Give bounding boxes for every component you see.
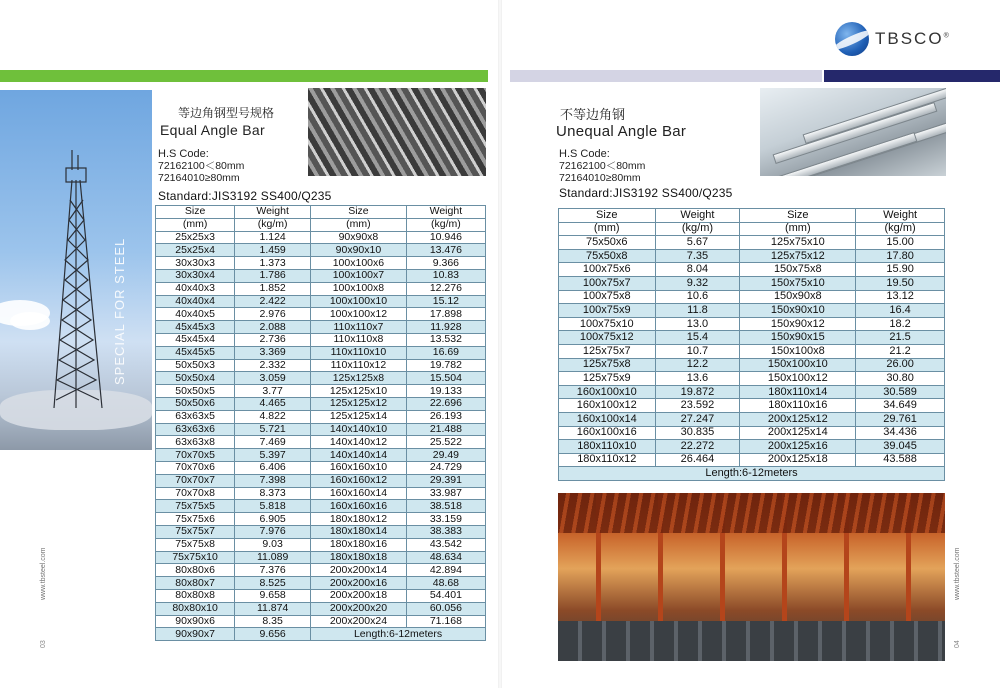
size-cell: 110x110x8 [311,333,407,346]
size-cell: 125x125x8 [311,372,407,385]
weight-cell: 13.532 [406,333,485,346]
size-cell: 45x45x4 [156,333,235,346]
size-cell: 150x75x10 [740,276,856,290]
table-row [559,317,945,331]
size-cell: 200x125x18 [740,453,856,467]
table-row [156,308,486,321]
hs-code-right: H.S Code: 72162100＜80mm 72164010≥80mm [559,148,646,184]
weight-cell: 2.332 [235,359,311,372]
weight-cell: 34.649 [856,399,945,413]
table-row [156,295,486,308]
size-cell: 63x63x6 [156,423,235,436]
weight-cell: 4.822 [235,410,311,423]
weight-cell: 34.436 [856,426,945,440]
lattice-tower-icon [50,150,106,410]
table-row [156,577,486,590]
size-cell: 40x40x5 [156,308,235,321]
weight-cell: 3.059 [235,372,311,385]
size-cell: 75x75x8 [156,538,235,551]
table-row [559,412,945,426]
size-cell: 80x80x6 [156,564,235,577]
size-cell: 50x50x4 [156,372,235,385]
angle-bar-photo-right [760,88,946,176]
weight-cell: 13.0 [655,317,740,331]
size-cell: 100x75x8 [559,290,656,304]
size-cell: 140x140x12 [311,436,407,449]
weight-cell: 13.476 [406,244,485,257]
weight-cell: 25.522 [406,436,485,449]
weight-cell: 13.12 [856,290,945,304]
length-note: Length:6-12meters [559,467,945,481]
table-row [156,513,486,526]
weight-cell: 11.8 [655,304,740,318]
weight-cell: 8.373 [235,487,311,500]
size-cell: 200x125x14 [740,426,856,440]
size-cell: 125x75x7 [559,344,656,358]
brand-name: TBSCO® [875,29,951,48]
size-cell: 150x90x15 [740,331,856,345]
size-cell: 100x100x8 [311,282,407,295]
size-cell: 40x40x3 [156,282,235,295]
size-cell: 110x110x12 [311,359,407,372]
size-cell: 25x25x4 [156,244,235,257]
size-cell: 100x75x7 [559,276,656,290]
table-footer-row [559,467,945,481]
weight-cell: 10.7 [655,344,740,358]
size-cell: 75x50x8 [559,249,656,263]
weight-cell: 48.68 [406,577,485,590]
table-row [156,449,486,462]
table-row [156,564,486,577]
weight-cell: 1.852 [235,282,311,295]
weight-cell: 7.35 [655,249,740,263]
weight-cell: 21.5 [856,331,945,345]
table-row [156,257,486,270]
table-row [156,359,486,372]
side-slogan: SPECIAL FOR STEEL [112,237,127,385]
size-cell: 70x70x6 [156,461,235,474]
table-row [156,423,486,436]
size-cell: 100x75x10 [559,317,656,331]
size-cell: 125x75x12 [740,249,856,263]
weight-cell: 54.401 [406,589,485,602]
size-cell: 150x75x8 [740,263,856,277]
size-cell: 180x180x18 [311,551,407,564]
weight-cell: 17.80 [856,249,945,263]
size-cell: 30x30x4 [156,269,235,282]
table-row [156,487,486,500]
weight-cell: 33.987 [406,487,485,500]
weight-cell: 21.2 [856,344,945,358]
table-header-row: Size Weight Size Weight [156,206,486,219]
size-cell: 160x100x16 [559,426,656,440]
weight-cell: 2.976 [235,308,311,321]
weight-cell: 7.976 [235,525,311,538]
weight-cell: 22.696 [406,397,485,410]
size-cell: 90x90x6 [156,615,235,628]
size-cell: 125x125x10 [311,385,407,398]
table-row [156,461,486,474]
table-header-row: Size Weight Size Weight [559,209,945,223]
size-cell: 100x100x7 [311,269,407,282]
size-cell: 125x125x12 [311,397,407,410]
table-row [559,290,945,304]
weight-cell: 3.77 [235,385,311,398]
table-row [156,615,486,628]
size-cell: 90x90x10 [311,244,407,257]
weight-cell: 19.50 [856,276,945,290]
length-note: Length:6-12meters [311,628,486,641]
weight-cell: 1.459 [235,244,311,257]
weight-cell: 38.518 [406,500,485,513]
weight-cell: 10.83 [406,269,485,282]
weight-cell: 42.894 [406,564,485,577]
weight-cell: 15.12 [406,295,485,308]
size-cell: 80x80x10 [156,602,235,615]
size-cell: 140x140x14 [311,449,407,462]
table-row [559,453,945,467]
table-unit-row: (mm) (kg/m) (mm) (kg/m) [559,222,945,236]
size-cell: 45x45x3 [156,321,235,334]
website-url-right: www.tbsteel.com [954,547,961,600]
weight-cell: 6.406 [235,461,311,474]
size-cell: 180x180x16 [311,538,407,551]
weight-cell: 5.397 [235,449,311,462]
size-cell: 140x140x10 [311,423,407,436]
weight-cell: 2.088 [235,321,311,334]
weight-cell: 33.159 [406,513,485,526]
size-cell: 150x90x10 [740,304,856,318]
size-cell: 200x125x16 [740,440,856,454]
size-cell: 70x70x8 [156,487,235,500]
size-cell: 50x50x3 [156,359,235,372]
size-cell: 200x200x24 [311,615,407,628]
table-row [559,385,945,399]
table-row [156,282,486,295]
tower-photo [0,90,152,450]
table-row [156,231,486,244]
weight-cell: 29.761 [856,412,945,426]
weight-cell: 71.168 [406,615,485,628]
size-cell: 30x30x3 [156,257,235,270]
size-cell: 180x110x16 [740,399,856,413]
size-cell: 200x200x16 [311,577,407,590]
weight-cell: 12.276 [406,282,485,295]
weight-cell: 29.391 [406,474,485,487]
table-row [559,372,945,386]
weight-cell: 1.786 [235,269,311,282]
size-cell: 200x200x18 [311,589,407,602]
table-row [559,358,945,372]
table-row [156,333,486,346]
weight-cell: 2.422 [235,295,311,308]
weight-cell: 19.872 [655,385,740,399]
weight-cell: 6.905 [235,513,311,526]
table-row [559,440,945,454]
table-row [156,269,486,282]
size-cell: 40x40x4 [156,295,235,308]
size-cell: 150x90x8 [740,290,856,304]
table-row [156,538,486,551]
steel-warehouse-photo [558,493,945,661]
globe-logo-icon [835,22,869,56]
weight-cell: 5.67 [655,236,740,250]
size-cell: 100x75x9 [559,304,656,318]
weight-cell: 1.124 [235,231,311,244]
size-cell: 70x70x7 [156,474,235,487]
size-cell: 110x110x10 [311,346,407,359]
size-cell: 160x100x12 [559,399,656,413]
weight-cell: 21.488 [406,423,485,436]
weight-cell: 7.376 [235,564,311,577]
weight-cell: 4.465 [235,397,311,410]
weight-cell: 9.03 [235,538,311,551]
size-cell: 160x160x16 [311,500,407,513]
table-row [559,331,945,345]
table-unit-row: (mm) (kg/m) (mm) (kg/m) [156,218,486,231]
size-cell: 125x75x10 [740,236,856,250]
size-cell: 75x75x10 [156,551,235,564]
table-row [156,628,486,641]
weight-cell: 24.729 [406,461,485,474]
weight-cell: 7.398 [235,474,311,487]
equal-angle-table [155,205,486,641]
table-row [156,385,486,398]
weight-cell: 10.946 [406,231,485,244]
section-title-cn-left: 等边角钢型号规格 [178,106,275,120]
weight-cell: 9.366 [406,257,485,270]
weight-cell: 8.35 [235,615,311,628]
table-row [559,344,945,358]
grey-header-stripe [510,70,822,82]
weight-cell: 16.69 [406,346,485,359]
size-cell: 100x75x6 [559,263,656,277]
standard-left: Standard:JIS3192 SS400/Q235 [158,189,332,203]
table-row [559,263,945,277]
weight-cell: 26.193 [406,410,485,423]
angle-bar-photo-left [308,88,486,176]
table-row [156,500,486,513]
size-cell: 90x90x8 [311,231,407,244]
weight-cell: 15.90 [856,263,945,277]
table-row [559,304,945,318]
table-row [156,436,486,449]
size-cell: 75x75x6 [156,513,235,526]
weight-cell: 17.898 [406,308,485,321]
size-cell: 100x100x12 [311,308,407,321]
size-cell: 160x160x10 [311,461,407,474]
size-cell: 75x50x6 [559,236,656,250]
size-cell: 160x160x12 [311,474,407,487]
weight-cell: 12.2 [655,358,740,372]
size-cell: 45x45x5 [156,346,235,359]
size-cell: 100x75x12 [559,331,656,345]
weight-cell: 29.49 [406,449,485,462]
weight-cell: 30.835 [655,426,740,440]
table-row [156,346,486,359]
weight-cell: 43.542 [406,538,485,551]
size-cell: 90x90x7 [156,628,235,641]
table-row [156,372,486,385]
weight-cell: 19.782 [406,359,485,372]
size-cell: 160x100x10 [559,385,656,399]
weight-cell: 22.272 [655,440,740,454]
weight-cell: 30.589 [856,385,945,399]
weight-cell: 15.00 [856,236,945,250]
table-row [559,236,945,250]
table-row [156,551,486,564]
page-number-right: 04 [954,640,961,648]
table-row [559,399,945,413]
weight-cell: 1.373 [235,257,311,270]
size-cell: 80x80x8 [156,589,235,602]
weight-cell: 8.525 [235,577,311,590]
weight-cell: 10.6 [655,290,740,304]
size-cell: 160x160x14 [311,487,407,500]
size-cell: 200x200x20 [311,602,407,615]
weight-cell: 11.928 [406,321,485,334]
weight-cell: 43.588 [856,453,945,467]
weight-cell: 16.4 [856,304,945,318]
weight-cell: 48.634 [406,551,485,564]
unequal-angle-table [558,208,945,481]
weight-cell: 26.464 [655,453,740,467]
table-row [559,276,945,290]
weight-cell: 26.00 [856,358,945,372]
size-cell: 100x100x10 [311,295,407,308]
size-cell: 25x25x3 [156,231,235,244]
weight-cell: 9.656 [235,628,311,641]
size-cell: 150x100x8 [740,344,856,358]
size-cell: 50x50x6 [156,397,235,410]
weight-cell: 60.056 [406,602,485,615]
size-cell: 75x75x5 [156,500,235,513]
table-row [156,525,486,538]
weight-cell: 39.045 [856,440,945,454]
size-cell: 125x75x9 [559,372,656,386]
page-number-left: 03 [40,640,47,648]
size-cell: 200x125x12 [740,412,856,426]
table-row [559,426,945,440]
section-title-unequal-angle: Unequal Angle Bar [556,123,687,140]
hs-code-left: H.S Code: 72162100＜80mm 72164010≥80mm [158,148,245,184]
navy-header-stripe [824,70,1000,82]
size-cell: 180x180x14 [311,525,407,538]
weight-cell: 38.383 [406,525,485,538]
brand-logo [835,22,951,56]
table-row [156,410,486,423]
weight-cell: 15.4 [655,331,740,345]
table-row [156,589,486,602]
standard-right: Standard:JIS3192 SS400/Q235 [559,186,733,200]
size-cell: 180x180x12 [311,513,407,526]
weight-cell: 3.369 [235,346,311,359]
website-url-left: www.tbsteel.com [40,547,47,600]
size-cell: 80x80x7 [156,577,235,590]
size-cell: 180x110x12 [559,453,656,467]
size-cell: 150x90x12 [740,317,856,331]
weight-cell: 18.2 [856,317,945,331]
size-cell: 75x75x7 [156,525,235,538]
size-cell: 50x50x5 [156,385,235,398]
weight-cell: 7.469 [235,436,311,449]
table-row [156,244,486,257]
weight-cell: 9.658 [235,589,311,602]
size-cell: 63x63x8 [156,436,235,449]
weight-cell: 13.6 [655,372,740,386]
size-cell: 63x63x5 [156,410,235,423]
table-row [156,397,486,410]
size-cell: 70x70x5 [156,449,235,462]
weight-cell: 15.504 [406,372,485,385]
size-cell: 180x110x10 [559,440,656,454]
section-title-cn-right: 不等边角钢 [560,107,626,122]
size-cell: 100x100x6 [311,257,407,270]
size-cell: 125x125x14 [311,410,407,423]
table-row [559,249,945,263]
weight-cell: 5.721 [235,423,311,436]
table-row [156,321,486,334]
table-row [156,602,486,615]
weight-cell: 2.736 [235,333,311,346]
weight-cell: 11.089 [235,551,311,564]
size-cell: 110x110x7 [311,321,407,334]
weight-cell: 30.80 [856,372,945,386]
green-header-stripe [0,70,488,82]
weight-cell: 5.818 [235,500,311,513]
size-cell: 160x100x14 [559,412,656,426]
weight-cell: 8.04 [655,263,740,277]
weight-cell: 23.592 [655,399,740,413]
weight-cell: 11.874 [235,602,311,615]
size-cell: 150x100x12 [740,372,856,386]
weight-cell: 19.133 [406,385,485,398]
size-cell: 200x200x14 [311,564,407,577]
page-spine [498,0,502,688]
weight-cell: 27.247 [655,412,740,426]
table-row [156,474,486,487]
size-cell: 150x100x10 [740,358,856,372]
size-cell: 125x75x8 [559,358,656,372]
weight-cell: 9.32 [655,276,740,290]
size-cell: 180x110x14 [740,385,856,399]
section-title-equal-angle: Equal Angle Bar [160,122,265,138]
